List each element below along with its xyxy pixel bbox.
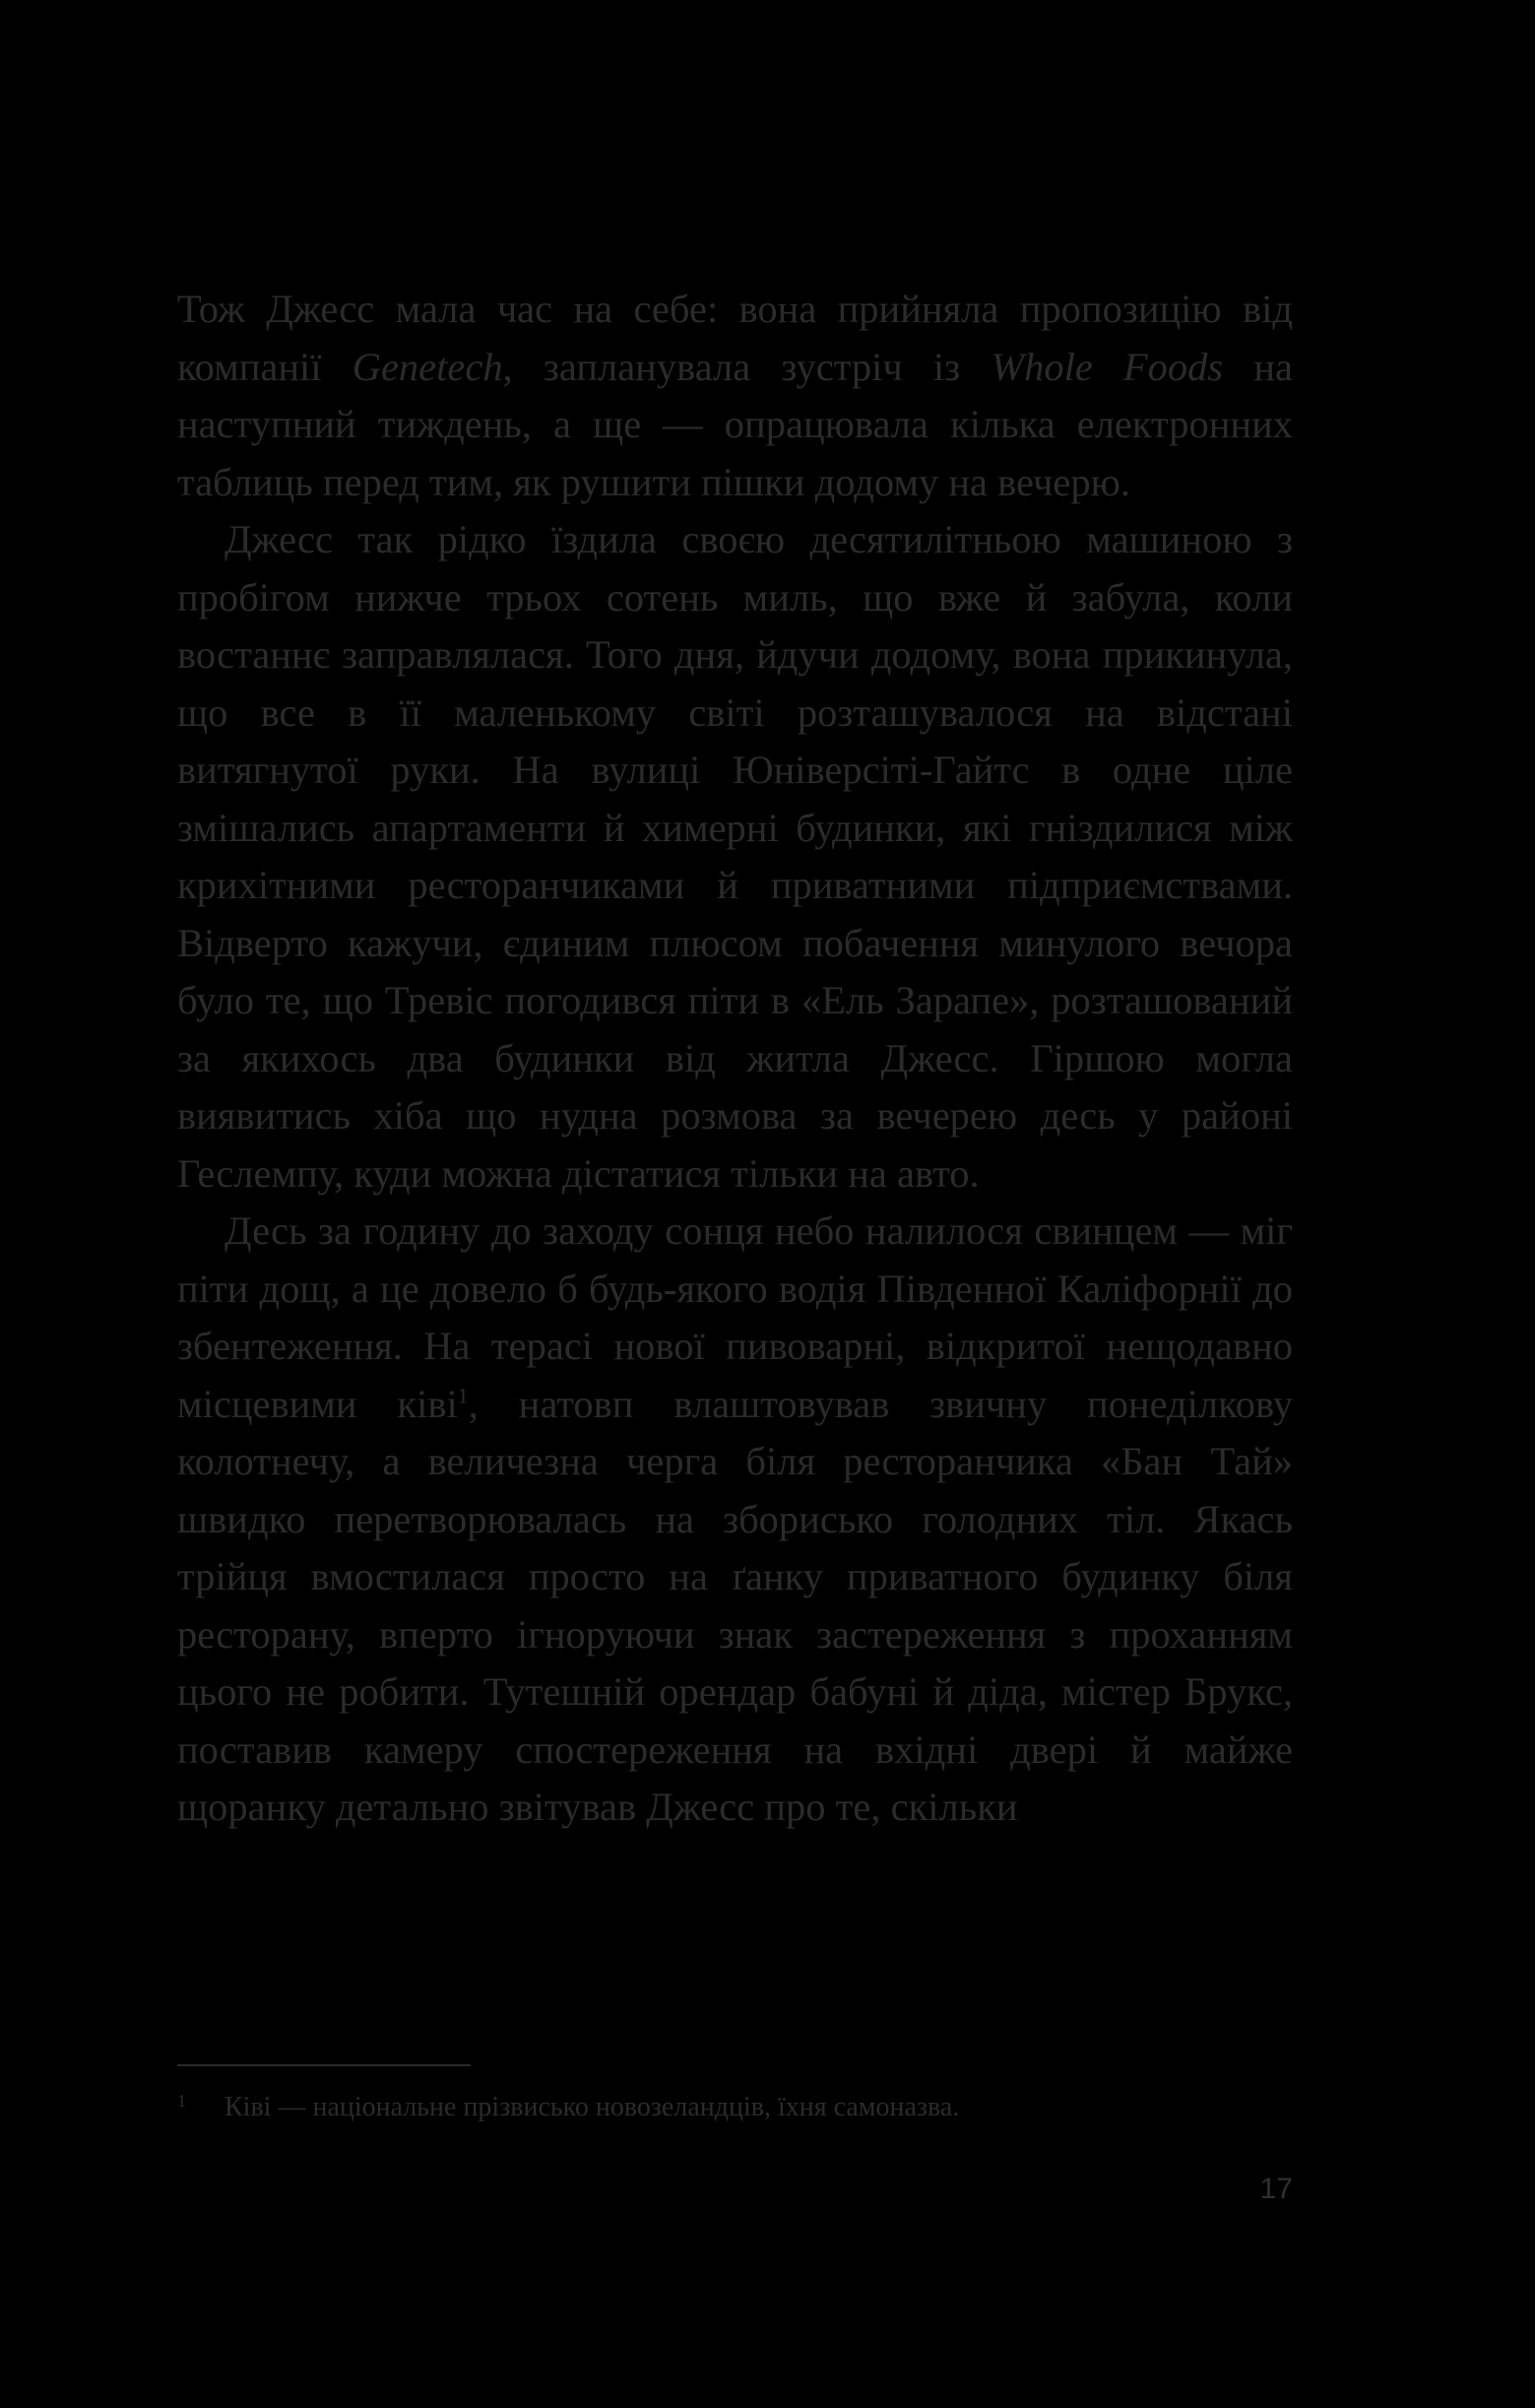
paragraph-1-part-5: на наступний тиждень, а ще — опрацювала кілька електронних таблиць перед тим, як рушити пішки додому на вечерю. bbox=[177, 344, 1293, 504]
paragraph-1-part-1: Тож Джесс мала час на себе: вона прийняла пропозицію від компанії bbox=[177, 287, 1293, 389]
footnote-reference: 1 bbox=[457, 1383, 469, 1407]
paragraph-1-part-3: , запланувала зустріч із bbox=[502, 344, 991, 389]
company-name-whole-foods: Whole Foods bbox=[991, 344, 1224, 389]
paragraph-1 bbox=[177, 281, 1293, 511]
company-name-genetech: Genetech bbox=[352, 344, 503, 389]
footnote-text: Ківі — національне прізвисько новозеландців, їхня самоназва. bbox=[224, 2092, 960, 2122]
paragraph-3 bbox=[177, 1203, 1293, 1837]
footnote-number: 1 bbox=[177, 2091, 186, 2111]
footnote-divider bbox=[177, 2064, 471, 2066]
paragraph-3-before-ref: Десь за годину до заходу сонця небо налилося свинцем — міг піти дощ, а це довело б будь-якого водія Південної Каліфорнії до збентеження. На терасі нової пивоварні, відкритої нещодавно місцевими ківі bbox=[177, 1208, 1293, 1426]
body-text bbox=[177, 281, 1293, 1837]
page-number: 17 bbox=[1259, 2173, 1293, 2205]
footnote bbox=[177, 2090, 1293, 2125]
paragraph-2: Джесс так рідко їздила своєю десятилітньою машиною з пробігом нижче трьох сотень миль, що вже й забула, коли востаннє заправлялася. Того дня, йдучи додому, вона прикинула, що все в її маленькому світі розташувалося на відстані витягнутої руки. На вулиці Юніверсіті-Гайтс в одне ціле змішались апартаменти й химерні будинки, які гніздилися між крихітними ресторанчиками й приватними підприємствами. Відверто кажучи, єдиним плюсом побачення минулого вечора було те, що Тревіс погодився піти в «Ель Зарапе», розташований за якихось два будинки від житла Джесс. Гіршою могла виявитись хіба що нудна розмова за вечерею десь у районі Геслемпу, куди можна дістатися тільки на авто. bbox=[177, 517, 1293, 1196]
paragraph-3-after-ref: , натовп влаштовував звичну понеділкову колотнечу, а величезна черга біля ресторанчика «Бан Тай» швидко перетворювалась на зборисько голодних тіл. Якась трійця вмостилася просто на ґанку приватного будинку біля ресторану, вперто ігноруючи знак застереження з проханням цього не робити. Тутешній орендар бабуні й діда, містер Брукс, поставив камеру спостереження на вхідні двері й майже щоранку детально звітував Джесс про те, скільки bbox=[177, 1381, 1293, 1829]
